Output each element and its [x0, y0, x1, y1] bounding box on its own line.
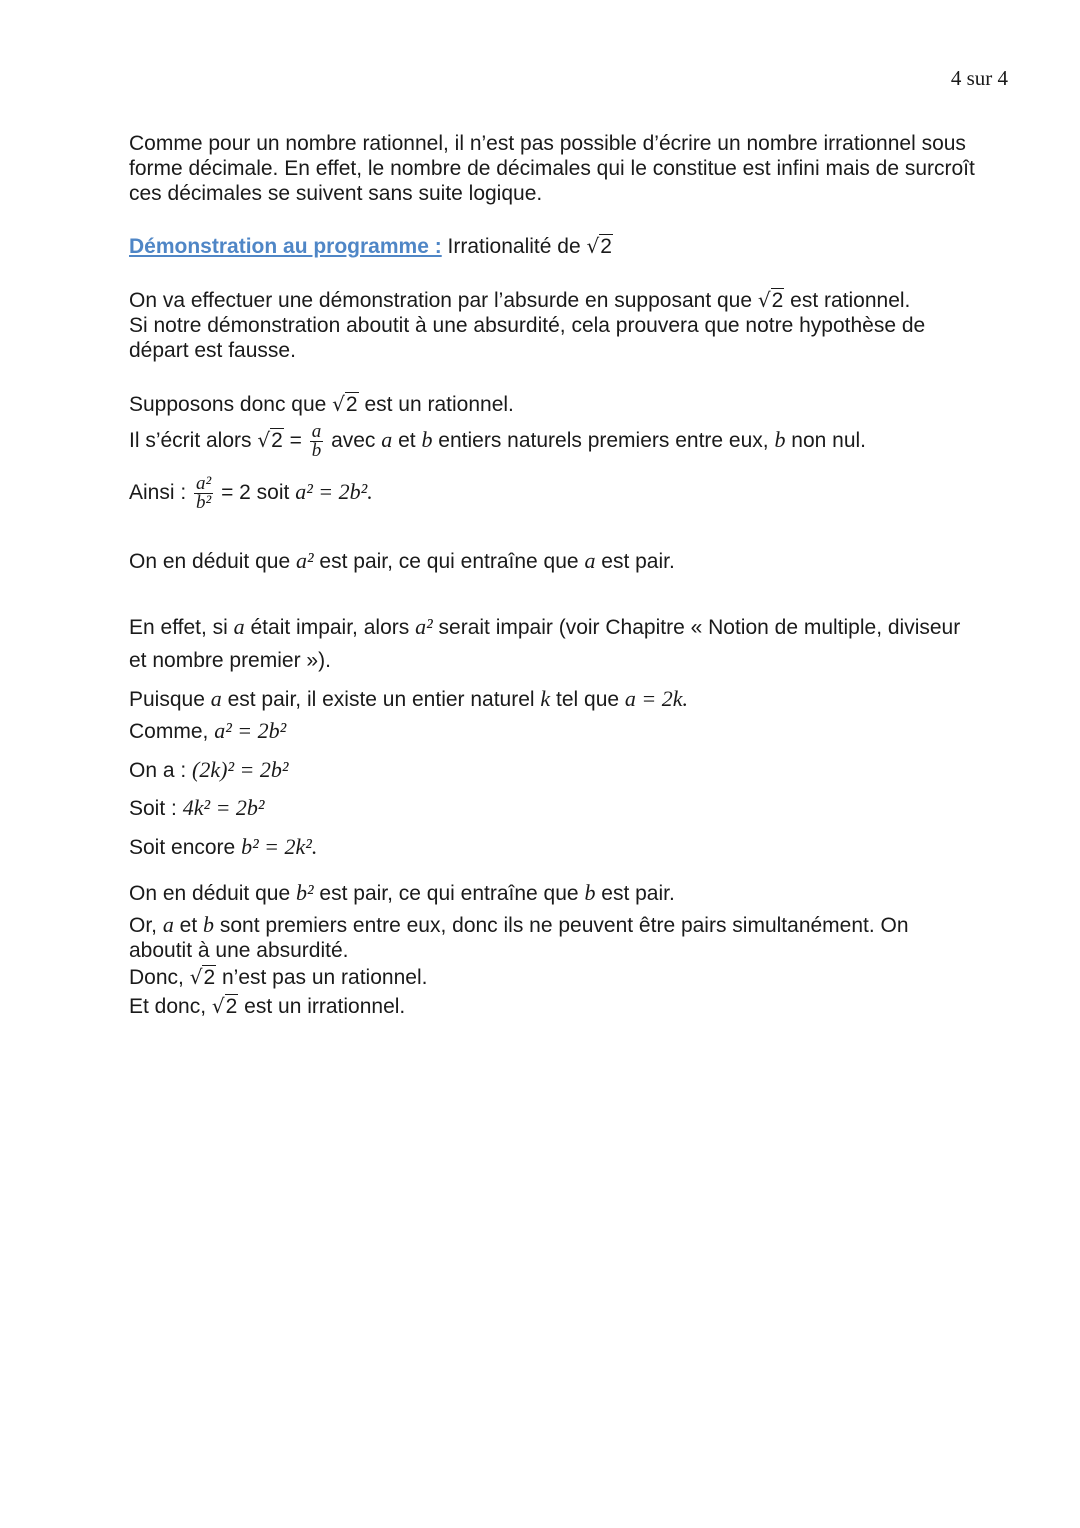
intro-line: ces décimales se suivent sans suite logique.	[129, 182, 543, 205]
hypothesis-paragraph	[129, 288, 925, 363]
sqrt-2-expression: √2	[332, 392, 358, 416]
effect-line: et nombre premier »).	[129, 649, 331, 672]
fraction-line: Il s’écrit alors √2 = $\frac{a}{b}$ avec a et b entiers naturels premiers entre eux, b non nul.	[129, 420, 867, 461]
hypothesis-line: départ est fausse.	[129, 339, 296, 362]
intro-line: forme décimale. En effet, le nombre de décimales qui le constitue est infini mais de surcroît	[129, 157, 975, 180]
conclusion-line: aboutit à une absurdité.	[129, 939, 349, 962]
intro-paragraph	[129, 131, 975, 206]
step-comme: Comme, a² = 2b²	[129, 718, 287, 743]
ainsi-line: Ainsi : $\frac{\text{a²}}{\text{b²}}$ = 2 soit a² = 2b².	[129, 472, 373, 513]
section-heading	[129, 234, 613, 259]
fraction-a2-over-b2: $\frac{\text{a²}}{\text{b²}}$	[196, 472, 212, 513]
step-on-a: On a : (2k)² = 2b²	[129, 757, 289, 782]
conclusion-paragraph	[129, 878, 909, 1021]
step-soit-encore: Soit encore b² = 2k².	[129, 834, 318, 859]
heading-text: Irrationalité de	[441, 235, 587, 258]
conclusion-line: Or, a et b sont premiers entre eux, donc ils ne peuvent être pairs simultanément. On	[129, 912, 909, 937]
deduce-a-line: On en déduit que a² est pair, ce qui entraîne que a est pair.	[129, 548, 675, 573]
sqrt-2-expression: √2	[757, 288, 784, 312]
conclusion-line: On en déduit que b² est pair, ce qui entraîne que b est pair.	[129, 880, 675, 905]
effect-paragraph	[129, 610, 960, 677]
puisque-line: Puisque a est pair, il existe un entier naturel k tel que a = 2k.	[129, 686, 689, 711]
hypothesis-line: Si notre démonstration aboutit à une absurdité, cela prouvera que notre hypothèse de	[129, 314, 926, 337]
step-soit: Soit : 4k² = 2b²	[129, 795, 265, 820]
conclusion-line: Donc, √2 n’est pas un rationnel.	[129, 965, 428, 989]
conclusion-line: Et donc, √2 est un irrationnel.	[129, 994, 406, 1018]
sqrt-2-expression: √2	[257, 428, 283, 452]
effect-line: En effet, si a était impair, alors a² serait impair (voir Chapitre « Notion de multiple, diviseur	[129, 614, 961, 639]
sqrt-2-expression: √2	[211, 994, 238, 1018]
intro-line: Comme pour un nombre rationnel, il n’est pas possible d’écrire un nombre irrationnel sous	[129, 132, 966, 155]
hypothesis-line: On va effectuer une démonstration par l’absurde en supposant que √2 est rationnel.	[129, 288, 911, 312]
sqrt-2-expression: √2	[189, 965, 216, 989]
page-number: 4 sur 4	[950, 66, 1008, 90]
suppose-line: Supposons donc que √2 est un rationnel.	[129, 392, 514, 416]
heading-link[interactable]: Démonstration au programme :	[129, 235, 442, 258]
sqrt-2-expression: √2	[586, 234, 612, 258]
fraction-a-over-b: $\frac{a}{b}$	[311, 420, 322, 461]
